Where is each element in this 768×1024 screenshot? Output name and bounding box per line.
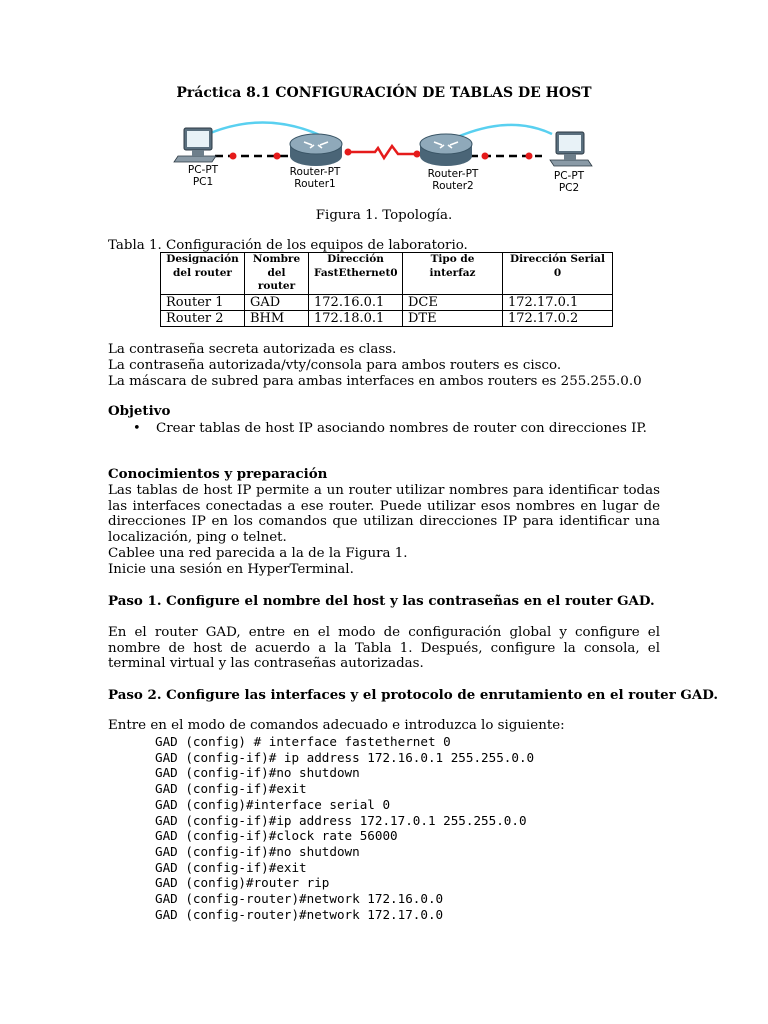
command-line: GAD (config) # interface fastethernet 0 <box>155 734 451 749</box>
background-paragraph: Las tablas de host IP permite a un router utilizar nombres para identificar todas las interfaces conectadas a ese router. Puede utilizar esos nombres en lugar de direcciones IP en los comandos que utilizan direcciones IP para identificar una localización, ping o telnet. <box>108 483 660 545</box>
table-cell: 172.16.0.1 <box>309 294 403 310</box>
page-title: Práctica 8.1 CONFIGURACIÓN DE TABLAS DE HOST <box>176 85 592 101</box>
command-line: GAD (config-if)#ip address 172.17.0.1 255.255.0.0 <box>155 812 527 828</box>
password-line: La contraseña autorizada/vty/consola para ambos routers es cisco. <box>108 358 562 373</box>
command-line: GAD (config)#router rip <box>155 875 330 891</box>
table-cell: 172.18.0.1 <box>309 310 403 326</box>
link-dot <box>274 153 281 160</box>
table-cell: 172.17.0.2 <box>503 310 613 326</box>
command-line: GAD (config-if)# ip address 172.16.0.1 255.255.0.0 <box>155 749 535 765</box>
command-line: GAD (config-router)#network 172.17.0.0 <box>155 906 444 922</box>
pc1-icon <box>174 128 216 162</box>
step2-intro: Entre en el modo de comandos adecuado e introduzca lo siguiente: <box>108 718 565 733</box>
console-cable-left <box>208 122 322 136</box>
step1-paragraph: En el router GAD, entre en el modo de configuración global y configure el nombre de host de acuerdo a la Tabla 1. Después, configure la consola, el terminal virtual y las contraseñas autorizadas. <box>108 625 660 672</box>
topology-diagram <box>170 116 610 176</box>
router1-label: Router-PT Router1 <box>289 166 341 190</box>
password-line: La máscara de subred para ambas interfaces en ambos routers es 255.255.0.0 <box>108 374 642 389</box>
table-cell: DTE <box>403 310 503 326</box>
background-heading: Conocimientos y preparación <box>108 466 328 482</box>
command-line: GAD (config-if)#clock rate 56000 <box>155 828 398 844</box>
table-cell: Router 1 <box>161 294 245 310</box>
objective-heading: Objetivo <box>108 403 171 419</box>
password-line: La contraseña secreta autorizada es class. <box>108 342 397 357</box>
pc1-label: PC-PT PC1 <box>187 164 219 188</box>
table-row <box>161 294 613 310</box>
router2-icon <box>420 134 472 166</box>
step1-heading: Paso 1. Configure el nombre del host y las contraseñas en el router GAD. <box>108 593 655 609</box>
objective-bullet: Crear tablas de host IP asociando nombres de router con direcciones IP. <box>156 421 647 436</box>
link-dot <box>414 151 421 158</box>
table-cell: GAD <box>245 294 309 310</box>
table-cell: Router 2 <box>161 310 245 326</box>
table-header: Dirección Serial 0 <box>503 253 613 295</box>
link-dot <box>482 153 489 160</box>
setup-line: Cablee una red parecida a la de la Figura 1. <box>108 546 408 561</box>
router2-label: Router-PT Router2 <box>427 168 479 192</box>
table-header-row <box>161 253 613 295</box>
figure-caption: Figura 1. Topología. <box>315 208 453 223</box>
link-dot <box>230 153 237 160</box>
table-cell: 172.17.0.1 <box>503 294 613 310</box>
table-header: Nombre del router <box>245 253 309 295</box>
command-line: GAD (config-if)#no shutdown <box>155 843 360 859</box>
link-dot <box>526 153 533 160</box>
table-header: Designación del router <box>161 253 245 295</box>
pc2-label: PC-PT PC2 <box>553 170 585 194</box>
table-cell: DCE <box>403 294 503 310</box>
config-table <box>160 252 613 327</box>
router1-icon <box>290 134 342 166</box>
table-header: Dirección FastEthernet0 <box>309 253 403 295</box>
step2-heading: Paso 2. Configure las interfaces y el protocolo de enrutamiento en el router GAD. <box>108 687 719 703</box>
command-line: GAD (config-router)#network 172.16.0.0 <box>155 891 444 907</box>
command-line: GAD (config-if)#exit <box>155 781 307 797</box>
bullet-icon: • <box>133 421 141 436</box>
setup-line: Inicie una sesión en HyperTerminal. <box>108 562 354 577</box>
command-line: GAD (config-if)#no shutdown <box>155 765 360 781</box>
command-line: GAD (config-if)#exit <box>155 859 307 875</box>
table-cell: BHM <box>245 310 309 326</box>
table-caption: Tabla 1. Configuración de los equipos de laboratorio. <box>108 238 468 253</box>
table-header: Tipo de interfaz <box>403 253 503 295</box>
table-row <box>161 310 613 326</box>
command-line: GAD (config)#interface serial 0 <box>155 796 391 812</box>
pc2-icon <box>550 132 592 166</box>
command-list <box>155 734 534 922</box>
console-cable-right <box>455 125 552 138</box>
link-dot <box>345 149 352 156</box>
serial-link <box>345 146 420 158</box>
